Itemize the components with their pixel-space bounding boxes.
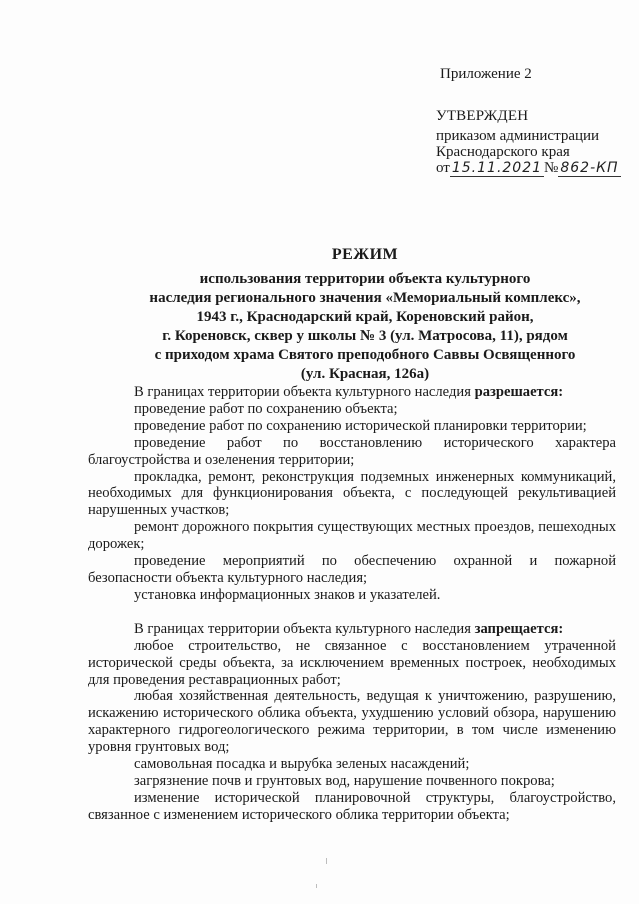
handwritten-number: 862-КП: [560, 160, 619, 176]
approved-label: УТВЕРЖДЕН: [436, 108, 529, 124]
appendix-label: Приложение 2: [440, 66, 532, 82]
permitted-intro-text: В границах территории объекта культурного наследия: [134, 384, 475, 400]
order-line-2: Краснодарского края: [436, 144, 570, 160]
list-item: проведение работ по восстановлению исторического характера благоустройства и озеленения территории;: [88, 434, 616, 468]
order-line-1: приказом администрации: [436, 128, 600, 144]
approval-block: [436, 108, 621, 176]
list-item: любое строительство, не связанное с восстановлением утраченной исторической среды объекта, за исключением временных построек, необходимых для проведения реставрационных работ;: [88, 637, 616, 688]
prohibited-keyword: запрещается:: [474, 620, 564, 637]
handwritten-date: 15.11.2021: [451, 160, 543, 176]
title-line: использования территории объекта культурного: [199, 271, 531, 287]
list-item: прокладка, ремонт, реконструкция подземных инженерных коммуникаций, необходимых для функционирования объекта, с последующей рекультивацией нарушенных участков;: [88, 468, 616, 519]
list-item: загрязнение почв и грунтовых вод, нарушение почвенного покрова;: [134, 772, 555, 789]
document-title-block: [95, 246, 635, 384]
list-item: установка информационных знаков и указателей.: [134, 586, 441, 603]
title-line: с приходом храма Святого преподобного Саввы Освященного: [154, 347, 576, 363]
list-item: проведение мероприятий по обеспечению охранной и пожарной безопасности объекта культурного наследия;: [88, 553, 616, 586]
list-item: ремонт дорожного покрытия существующих местных проездов, пешеходных дорожек;: [88, 519, 616, 553]
list-item: проведение работ по сохранению исторической планировки территории;: [134, 417, 587, 434]
prohibited-section: [88, 621, 616, 824]
scan-artifact: [316, 884, 317, 888]
order-date-line: [436, 160, 621, 176]
title-line: наследия регионального значения «Мемориальный комплекс»,: [149, 290, 581, 306]
permitted-section: [88, 384, 616, 604]
list-item: проведение работ по сохранению объекта;: [134, 400, 398, 417]
list-item: самовольная посадка и вырубка зеленых насаждений;: [134, 756, 470, 773]
scan-artifact: [326, 858, 327, 864]
title-line: (ул. Красная, 126а): [300, 366, 430, 382]
prohibited-intro: [88, 621, 616, 638]
list-item: изменение исторической планировочной структуры, благоустройство, связанное с изменением исторического облика территории объекта;: [88, 789, 616, 823]
title-line: г. Кореновск, сквер у школы № 3 (ул. Матросова, 11), рядом: [162, 328, 568, 344]
number-prefix: №: [544, 160, 559, 176]
permitted-intro: [88, 384, 616, 401]
document-body: [88, 384, 616, 824]
date-prefix: от: [436, 160, 450, 176]
list-item: любая хозяйственная деятельность, ведущая к уничтожению, разрушению, искажению исторического облика объекта, ухудшению условий обзора, нарушению характерного гидрогеологического режима территории, в том числе изменению уровня грунтовых вод;: [88, 688, 616, 756]
permitted-keyword: разрешается:: [474, 384, 564, 400]
title-line: 1943 г., Краснодарский край, Кореновский район,: [196, 309, 534, 325]
document-title: РЕЖИМ: [331, 246, 399, 263]
prohibited-intro-text: В границах территории объекта культурного наследия: [134, 620, 475, 637]
